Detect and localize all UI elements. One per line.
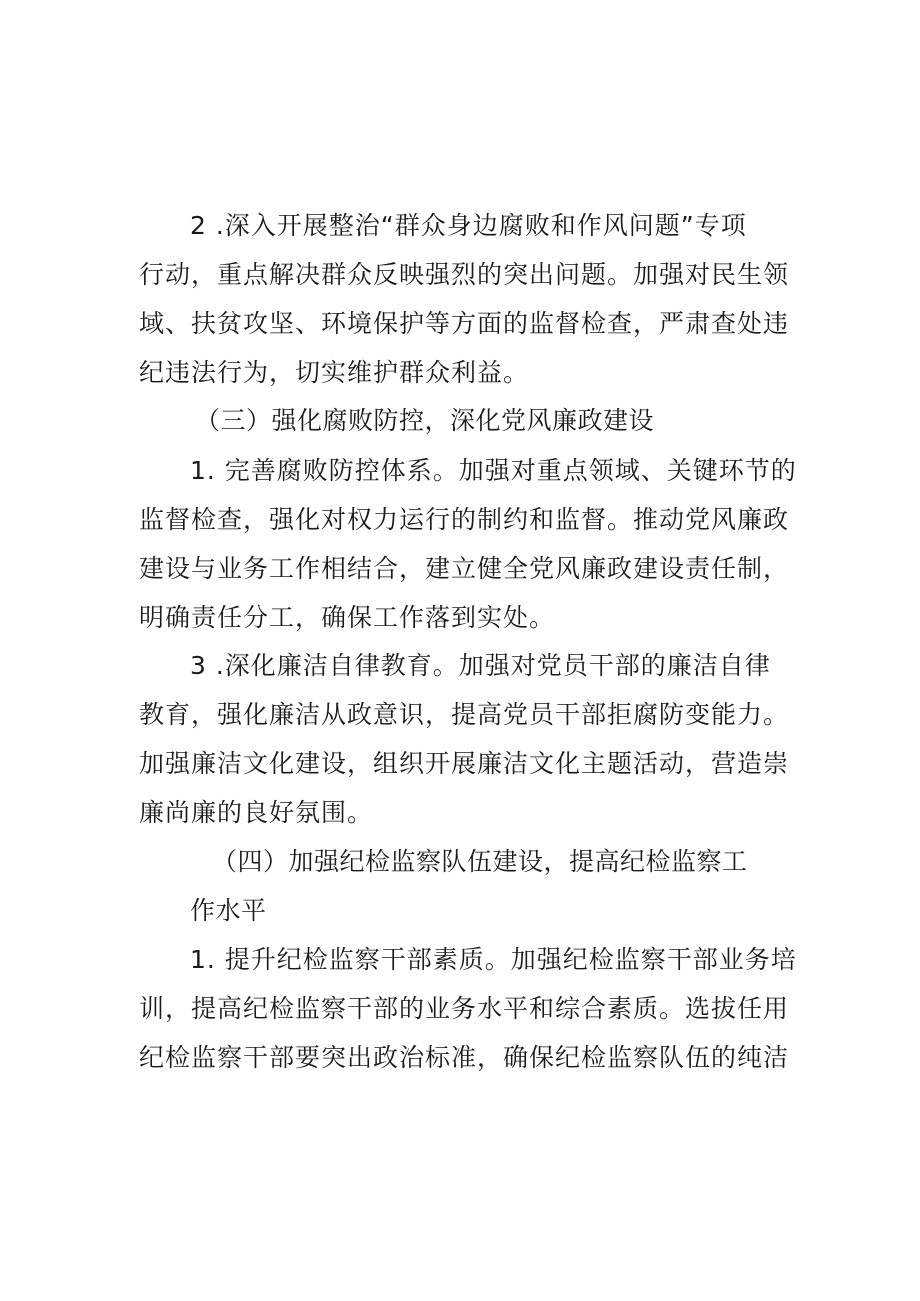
text-line: 3 .深化廉洁自律教育。加强对党员干部的廉洁自律 <box>190 651 771 680</box>
text-line: 监督检查，强化对权力运行的制约和监督。推动党风廉政 <box>139 505 790 534</box>
text-line: 纪违法行为，切实维护群众利益。 <box>139 358 530 387</box>
text-line: 2 .深入开展整治“群众身边腐败和作风问题”专项 <box>190 211 747 240</box>
heading-line: （三）强化腐败防控，深化党风廉政建设 <box>195 406 655 435</box>
text-line: 加强廉洁文化建设，组织开展廉洁文化主题活动，营造崇 <box>139 749 790 778</box>
text-line: 行动，重点解决群众反映强烈的突出问题。加强对民生领 <box>139 260 790 289</box>
text-line: 训，提高纪检监察干部的业务水平和综合素质。选拔任用 <box>139 994 790 1023</box>
text-line: 明确责任分工，确保工作落到实处。 <box>139 603 556 632</box>
text-line: 教育，强化廉洁从政意识，提高党员干部拒腐防变能力。 <box>139 700 790 729</box>
heading-line: 作水平 <box>190 896 267 925</box>
text-line: 纪检监察干部要突出政治标准，确保纪检监察队伍的纯洁 <box>139 1043 790 1072</box>
text-line: 1. 完善腐败防控体系。加强对重点领域、关键环节的 <box>190 456 797 485</box>
text-line: 域、扶贫攻坚、环境保护等方面的监督检查，严肃查处违 <box>139 309 790 338</box>
text-line: 廉尚廉的良好氛围。 <box>139 798 374 827</box>
heading-line: （四）加强纪检监察队伍建设，提高纪检监察工 <box>212 847 748 876</box>
text-line: 建设与业务工作相结合，建立健全党风廉政建设责任制， <box>139 554 790 583</box>
text-line: 1. 提升纪检监察干部素质。加强纪检监察干部业务培 <box>190 945 797 974</box>
